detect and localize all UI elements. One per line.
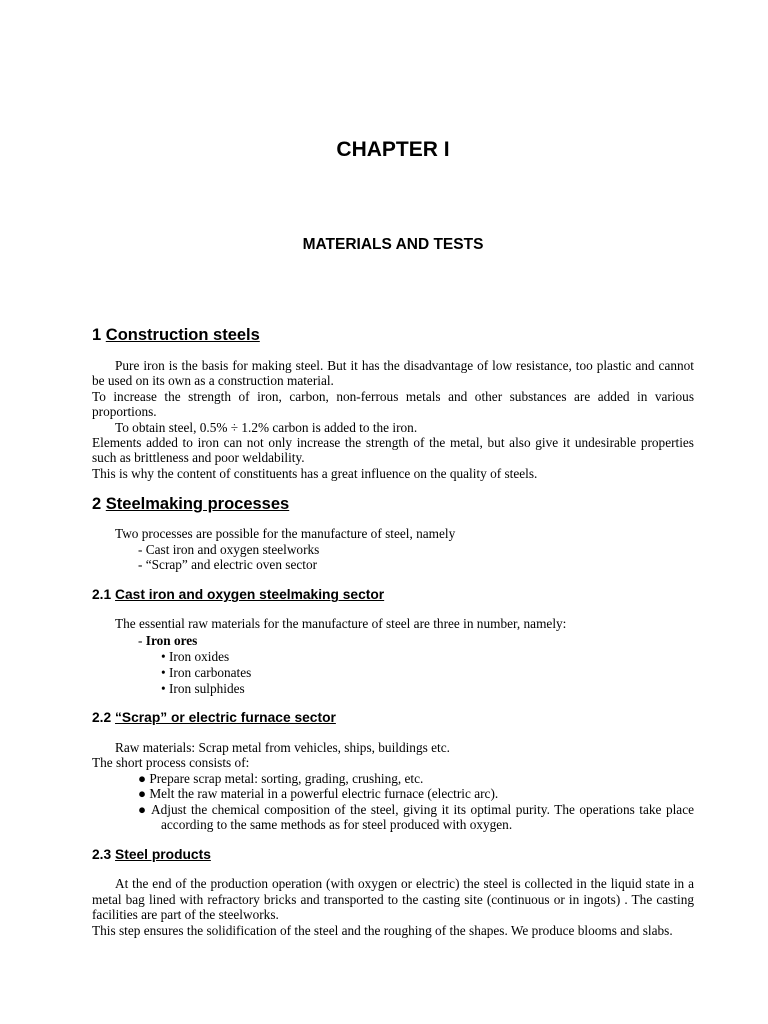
list-item	[92, 632, 694, 649]
chapter-subtitle: MATERIALS AND TESTS	[302, 236, 484, 253]
section-2-1-number: 2.1	[92, 587, 112, 603]
iron-ores-label: Iron ores	[145, 632, 198, 648]
section-1-heading	[92, 324, 694, 346]
section-2-2-paragraph: The short process consists of:	[92, 755, 250, 771]
section-2-1-intro: The essential raw materials for the manufacture of steel are three in number, namely:	[115, 616, 567, 632]
bullet-icon: •	[161, 648, 166, 664]
list-item: - Cast iron and oxygen steelworks	[138, 541, 320, 557]
sub-list-item-text: Iron carbonates	[168, 664, 252, 680]
section-1-title: Construction steels	[105, 326, 260, 344]
sub-list-item	[92, 665, 694, 681]
list-item: ● Adjust the chemical composition of the steel, giving it its optimal purity. The operations take place according to the same methods as for steel produced with oxygen.	[138, 801, 694, 832]
section-2-3-number: 2.3	[92, 847, 112, 863]
section-2-2-paragraph: Raw materials: Scrap metal from vehicles, ships, buildings etc.	[115, 739, 450, 755]
dash-marker: -	[138, 632, 146, 648]
section-2-3-paragraph: At the end of the production operation (with oxygen or electric) the steel is collected in the liquid state in a metal bag lined with refractory bricks and transported to the casting site (continuous or in ingots) . The casting facilities are part of the steelworks.	[92, 876, 694, 923]
section-2-intro: Two processes are possible for the manufacture of steel, namely	[115, 526, 456, 542]
section-2-2-number: 2.2	[92, 709, 112, 725]
document-body	[92, 324, 694, 938]
section-1-paragraph: To increase the strength of iron, carbon, non-ferrous metals and other substances are added in various proportions.	[92, 388, 694, 420]
section-1-paragraph: Pure iron is the basis for making steel. But it has the disadvantage of low resistance, too plastic and cannot be used on its own as a construction material.	[92, 358, 694, 389]
list-item: ● Prepare scrap metal: sorting, grading, crushing, etc.	[138, 770, 424, 786]
section-2-3-paragraph: This step ensures the solidification of the steel and the roughing of the shapes. We produce blooms and slabs.	[92, 922, 673, 938]
chapter-title: CHAPTER I	[336, 138, 450, 161]
section-1-paragraph: To obtain steel, 0.5% ÷ 1.2% carbon is added to the iron.	[115, 419, 418, 435]
section-2-3-heading	[92, 846, 694, 864]
section-2-heading	[92, 493, 694, 515]
bullet-icon: •	[161, 664, 166, 680]
section-2-title: Steelmaking processes	[105, 495, 290, 514]
sub-list-item	[92, 681, 694, 697]
sub-list-item	[92, 649, 694, 665]
section-2-2-title: “Scrap” or electric furnace sector	[115, 709, 336, 725]
section-1-paragraph: Elements added to iron can not only increase the strength of the metal, but also give it undesirable properties such as brittleness and poor weldability.	[92, 435, 694, 466]
section-2-1-title: Cast iron and oxygen steelmaking sector	[115, 587, 385, 603]
sub-list-item-text: Iron sulphides	[168, 680, 245, 696]
sub-list-item-text: Iron oxides	[168, 648, 230, 664]
section-1-paragraph: This is why the content of constituents has a great influence on the quality of steels.	[92, 465, 538, 481]
section-2-3-title: Steel products	[115, 847, 211, 863]
section-2-number: 2	[92, 495, 102, 514]
section-2-2-heading	[92, 709, 694, 727]
section-1-number: 1	[92, 326, 102, 344]
list-item: ● Melt the raw material in a powerful electric furnace (electric arc).	[138, 786, 499, 802]
list-item: - “Scrap” and electric oven sector	[138, 557, 318, 573]
section-2-1-heading	[92, 586, 694, 604]
bullet-icon: •	[161, 680, 166, 696]
